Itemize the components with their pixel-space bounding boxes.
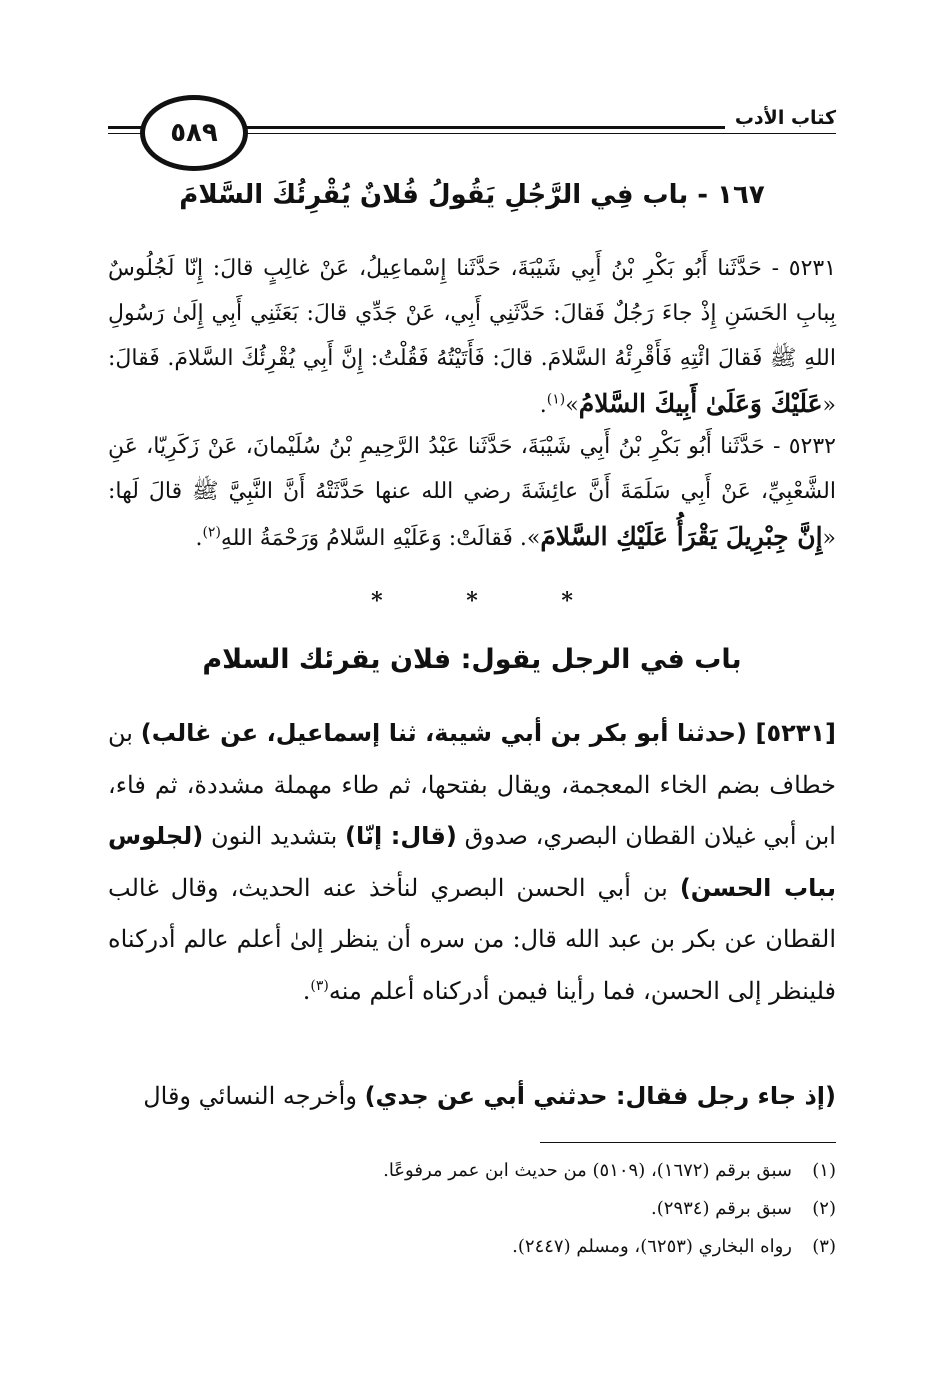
quoted-text: (لجلوس بباب الحسن) — [108, 822, 836, 902]
commentary-paragraph — [108, 708, 836, 1017]
commentary-text: بن أبي الحسن البصري لنأخذ عنه الحديث، وقال غالب القطان عن بكر بن عبد الله قال: من سره أن ينظر إلىٰ أعلم عالم أدركناه فلينظر إلى الحسن، فما رأينا فيمن أدركناه أعلم منه — [108, 873, 836, 1005]
footnote-text: سبق برقم (١٦٧٢)، (٥١٠٩) من حديث ابن عمر مرفوعًا. — [383, 1160, 792, 1181]
footnote-number: (٢) — [812, 1198, 836, 1219]
footnote-text: سبق برقم (٢٩٣٤). — [651, 1198, 792, 1219]
hadith-text: ٥٢٣٢ - حَدَّثَنا أَبُو بَكْرِ بْنُ أَبِي شَيْبَةَ، حَدَّثَنا عَبْدُ الرَّحِيمِ بْنُ سُلَيْمانَ، عَنْ زَكَرِيّا، عَنِ الشَّعْبِيِّ، عَنْ أَبِي سَلَمَةَ أَنَّ عائِشَةَ رضي الله عنها حَدَّثَتْهُ أَنَّ النَّبِيَّ ﷺ قالَ لَها: « — [108, 434, 836, 551]
commentary-paragraph-2 — [108, 1070, 836, 1122]
footnote-item — [108, 1152, 836, 1190]
footnote-ref[interactable]: (٣) — [310, 977, 329, 994]
hadith-5231 — [108, 246, 836, 428]
footnote-text: رواه البخاري (٦٢٥٣)، ومسلم (٢٤٤٧). — [512, 1236, 792, 1257]
hadith-5232 — [108, 424, 836, 561]
footnote-item — [108, 1190, 836, 1228]
commentary-text: بن خطاف بضم الخاء المعجمة، ويقال بفتحها، ثم طاء مهملة مشددة، ثم فاء، ابن أبي غيلان القطان البصري، صدوق — [108, 719, 836, 850]
prophet-speech: إِنَّ جِبْرِيلَ يَقْرَأُ عَلَيْكِ السَّلامَ — [540, 522, 823, 551]
footnote-number: (٣) — [812, 1236, 836, 1257]
page-number-ring — [140, 95, 248, 171]
quoted-text: [٥٢٣١] (حدثنا أبو بكر بن أبي شيبة، ثنا إسماعيل، عن غالب) — [140, 719, 837, 747]
footnote-number: (١) — [812, 1160, 836, 1181]
commentary-text: بتشديد النون — [203, 822, 346, 850]
running-title: كتاب الأدب — [725, 107, 836, 129]
commentary-end: . — [302, 976, 311, 1005]
hadith-end: . — [539, 393, 547, 418]
footnote-ref[interactable]: (٢) — [202, 524, 221, 541]
footnote-item — [108, 1228, 836, 1266]
quoted-text: (قال: إنّا) — [345, 822, 457, 850]
prophet-speech: عَلَيْكَ وَعَلَىٰ أَبِيكَ السَّلامُ — [578, 389, 823, 418]
commentary-text: وأخرجه النسائي وقال — [143, 1082, 365, 1110]
footnotes — [108, 1152, 836, 1266]
commentary-heading: باب في الرجل يقول: فلان يقرئك السلام — [202, 644, 742, 675]
hadith-text-after: » — [565, 393, 579, 418]
section-separator: * * * — [371, 588, 611, 614]
footnote-divider — [540, 1142, 836, 1143]
chapter-heading: ١٦٧ - باب فِي الرَّجُلِ يَقُولُ فُلانٌ يُقْرِئُكَ السَّلامَ — [179, 180, 765, 210]
footnote-ref[interactable]: (١) — [546, 391, 566, 408]
hadith-text: ٥٢٣١ - حَدَّثَنا أَبُو بَكْرِ بْنُ أَبِي شَيْبَةَ، حَدَّثَنا إِسْماعِيلُ، عَنْ غالِبٍ قالَ: إِنّا لَجُلُوسٌ بِبابِ الحَسَنِ إِذْ جاءَ رَجُلٌ فَقالَ: حَدَّثَنِي أَبِي، عَنْ جَدِّي قالَ: بَعَثَنِي أَبِي إِلَىٰ رَسُولِ اللهِ ﷺ فَقالَ ائْتِهِ فَأَقْرِئْهُ السَّلامَ. قالَ: فَأَتَيْتُهُ فَقُلْتُ: إِنَّ أَبِي يُقْرِئُكَ السَّلامَ. فَقالَ: « — [108, 256, 837, 418]
page-number: ٥٨٩ — [170, 118, 218, 148]
quoted-text: (إذ جاء رجل فقال: حدثني أبي عن جدي) — [364, 1082, 836, 1110]
hadith-end: . — [195, 526, 203, 551]
page-header — [108, 95, 836, 165]
hadith-text-after: ». فَقالَتْ: وَعَلَيْهِ السَّلامُ وَرَحْمَةُ اللهِ — [220, 526, 541, 551]
